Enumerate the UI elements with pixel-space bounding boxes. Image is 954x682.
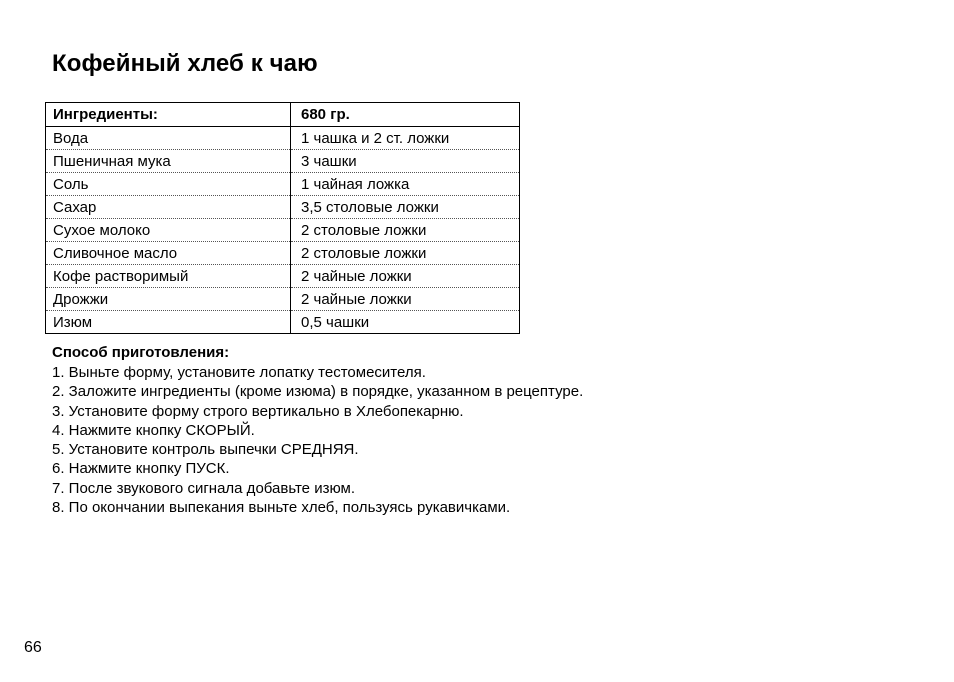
ingredient-name: Вода xyxy=(46,127,291,150)
ingredient-name: Пшеничная мука xyxy=(46,150,291,173)
ingredient-amount: 2 чайные ложки xyxy=(291,288,520,311)
table-row xyxy=(46,311,520,334)
table-row xyxy=(46,219,520,242)
table-row xyxy=(46,196,520,219)
method-step: 4. Нажмите кнопку СКОРЫЙ. xyxy=(52,421,255,439)
ingredient-name: Кофе растворимый xyxy=(46,265,291,288)
page-number: 66 xyxy=(24,639,42,656)
table-row xyxy=(46,150,520,173)
table-header-row xyxy=(46,103,520,127)
table-row xyxy=(46,265,520,288)
ingredient-amount: 3 чашки xyxy=(291,150,520,173)
ingredient-amount: 2 столовые ложки xyxy=(291,242,520,265)
page-title: Кофейный хлеб к чаю xyxy=(52,50,318,77)
method-step: 7. После звукового сигнала добавьте изюм. xyxy=(52,479,356,497)
table-row xyxy=(46,127,520,150)
ingredient-amount: 1 чашка и 2 ст. ложки xyxy=(291,127,520,150)
ingredient-name: Соль xyxy=(46,173,291,196)
method-section xyxy=(52,343,583,517)
table-row xyxy=(46,242,520,265)
header-amount: 680 гр. xyxy=(291,103,520,127)
method-step: 5. Установите контроль выпечки СРЕДНЯЯ. xyxy=(52,441,359,459)
method-title: Способ приготовления: xyxy=(52,344,230,361)
ingredients-table xyxy=(45,102,520,334)
ingredient-name: Сахар xyxy=(46,196,291,219)
ingredient-amount: 0,5 чашки xyxy=(301,313,370,331)
ingredient-name: Сливочное масло xyxy=(46,242,291,265)
header-ingredients: Ингредиенты: xyxy=(46,103,291,127)
method-step: 1. Выньте форму, установите лопатку тестомесителя. xyxy=(52,364,426,381)
table-row xyxy=(46,288,520,311)
ingredient-name: Изюм xyxy=(46,311,291,334)
method-step: 8. По окончании выпекания выньте хлеб, пользуясь рукавичками. xyxy=(52,499,511,517)
method-step: 3. Установите форму строго вертикально в Хлебопекарню. xyxy=(52,402,464,420)
ingredient-amount: 2 чайные ложки xyxy=(291,265,520,288)
ingredient-name: Дрожжи xyxy=(46,288,291,311)
method-steps xyxy=(52,363,583,517)
table-row xyxy=(46,173,520,196)
ingredient-amount: 3,5 столовые ложки xyxy=(291,196,520,219)
method-step: 2. Заложите ингредиенты (кроме изюма) в порядке, указанном в рецептуре. xyxy=(52,383,584,401)
ingredient-name: Сухое молоко xyxy=(46,219,291,242)
ingredient-amount: 1 чайная ложка xyxy=(291,173,520,196)
ingredient-amount: 2 столовые ложки xyxy=(291,219,520,242)
method-step: 6. Нажмите кнопку ПУСК. xyxy=(52,460,230,478)
